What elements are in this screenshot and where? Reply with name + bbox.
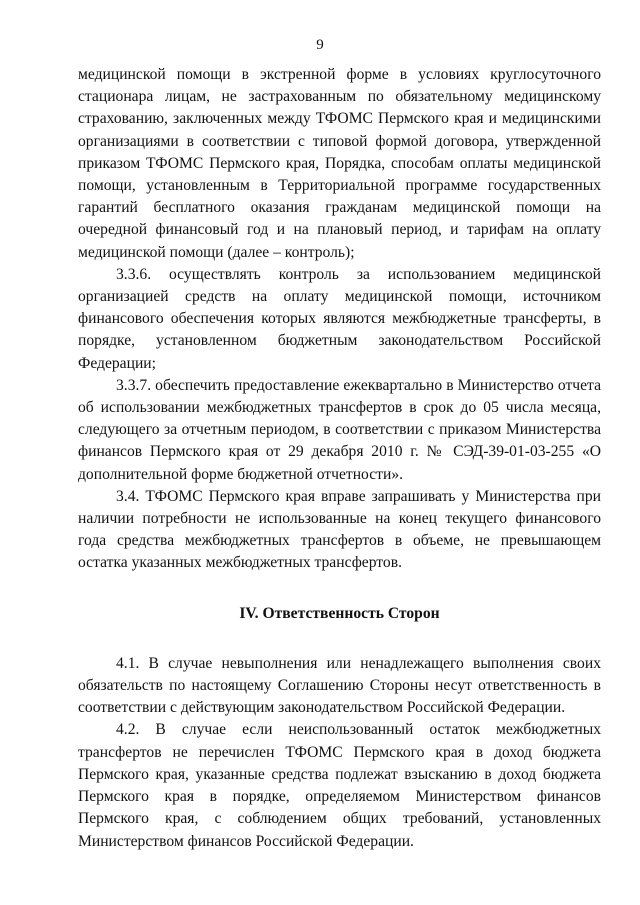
document-body xyxy=(78,64,601,853)
page-number: 9 xyxy=(316,37,324,53)
paragraph-4-2: 4.2. В случае если неиспользованный остаток межбюджетных трансфертов не перечислен ТФОМС Пермского края в доход бюджета Пермского края, указанные средства подлежат взысканию в доход бюджета Пермского края в порядке, определяемом Министерством финансов Пермского края, с соблюдением общих требований, установленных Министерством финансов Российской Федерации. xyxy=(78,721,601,850)
paragraph-3-4: 3.4. ТФОМС Пермского края вправе запрашивать у Министерства при наличии потребности не использованные на конец текущего финансового года средства межбюджетных трансфертов в объеме, не превышающем остатка указанных межбюджетных трансфертов. xyxy=(78,487,601,572)
section-heading: IV. Ответственность Сторон xyxy=(239,604,440,622)
paragraph-3-3-7: 3.3.7. обеспечить предоставление ежеквартально в Министерство отчета об использовании межбюджетных трансфертов в срок до 05 числа месяца, следующего за отчетным периодом, в соответствии с приказом Министерства финансов Пермского края от 29 декабря 2010 г. № СЭД-39-01-03-255 «О дополнительной форме бюджетной отчетности». xyxy=(78,376,601,483)
paragraph-3-3-6: 3.3.6. осуществлять контроль за использованием медицинской организацией средств на оплату медицинской помощи, источником финансового обеспечения которых являются межбюджетные трансферты, в порядке, установленном бюджетным законодательством Российской Федерации; xyxy=(78,265,601,372)
paragraph-4-1: 4.1. В случае невыполнения или ненадлежащего выполнения своих обязательств по настоящему Соглашению Стороны несут ответственность в соответствии с действующим законодательством Российской Федерации. xyxy=(78,654,601,717)
paragraph-continuation: медицинской помощи в экстренной форме в условиях круглосуточного стационара лицам, не застрахованным по обязательному медицинскому страхованию, заключенных между ТФОМС Пермского края и медицинскими организациями в соответствии с типовой формой договора, утвержденной приказом ТФОМС Пермского края, Порядка, способам оплаты медицинской помощи, установленным в Территориальной программе государственных гарантий бесплатного оказания гражданам медицинской помощи на очередной финансовый год и на плановый период, и тарифам на оплату медицинской помощи (далее – контроль); xyxy=(78,66,601,261)
